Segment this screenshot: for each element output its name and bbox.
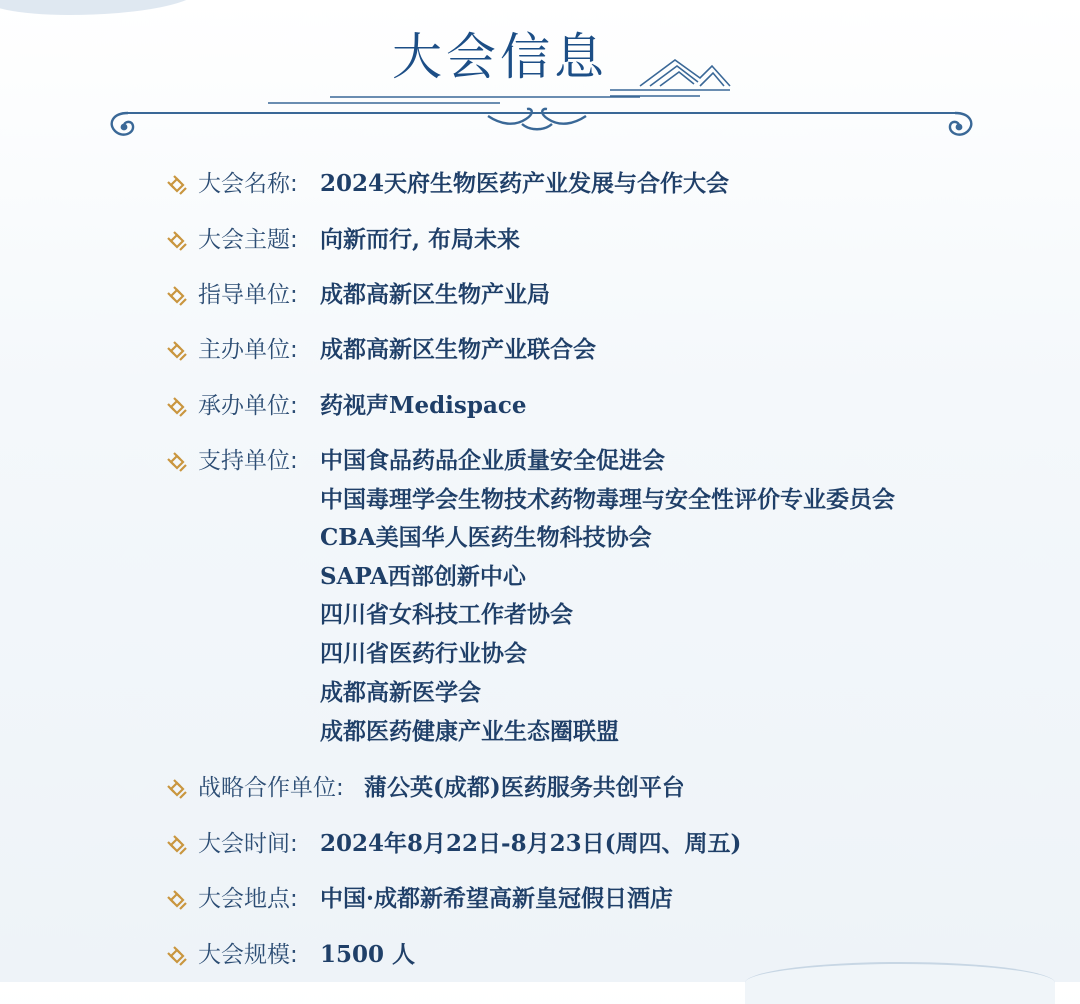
- item-label: 大会地点:: [198, 886, 298, 912]
- gold-knot-bullet-icon: [166, 174, 188, 196]
- page-title: 大会信息: [392, 28, 608, 86]
- gold-knot-bullet-icon: [166, 945, 188, 967]
- gold-knot-bullet-icon: [166, 451, 188, 473]
- support-unit-line: 中国毒理学会生物技术药物毒理与安全性评价专业委员会: [320, 486, 895, 513]
- gold-knot-bullet-icon: [166, 834, 188, 856]
- support-unit-line: 四川省医药行业协会: [320, 640, 527, 667]
- item-value: 2024年8月22日-8月23日(周四、周五): [320, 830, 742, 857]
- gold-knot-bullet-icon: [166, 396, 188, 418]
- item-value: 药视声Medispace: [320, 392, 527, 419]
- item-label: 指导单位:: [198, 282, 298, 308]
- item-value: 中国食品药品企业质量安全促进会: [320, 447, 665, 474]
- corner-decoration-bottom-right: [745, 962, 1055, 1004]
- item-value: 中国·成都新希望高新皇冠假日酒店: [320, 885, 674, 912]
- item-label: 支持单位:: [198, 448, 298, 474]
- item-label: 主办单位:: [198, 337, 298, 363]
- item-value: 成都高新区生物产业联合会: [320, 336, 596, 363]
- item-value: 2024天府生物医药产业发展与合作大会: [320, 170, 730, 197]
- item-label: 大会时间:: [198, 831, 298, 857]
- item-label: 战略合作单位:: [198, 775, 344, 801]
- item-value: 1500 人: [320, 941, 416, 968]
- item-value: 蒲公英(成都)医药服务共创平台: [364, 774, 685, 801]
- item-label: 大会规模:: [198, 942, 298, 968]
- gold-knot-bullet-icon: [166, 889, 188, 911]
- support-unit-line: 四川省女科技工作者协会: [320, 601, 573, 628]
- item-label: 大会主题:: [198, 227, 298, 253]
- support-unit-line: 成都医药健康产业生态圈联盟: [320, 718, 619, 745]
- gold-knot-bullet-icon: [166, 778, 188, 800]
- support-unit-line: SAPA西部创新中心: [320, 563, 526, 590]
- support-unit-line: CBA美国华人医药生物科技协会: [320, 524, 652, 551]
- item-label: 承办单位:: [198, 393, 298, 419]
- gold-knot-bullet-icon: [166, 340, 188, 362]
- gold-knot-bullet-icon: [166, 230, 188, 252]
- support-unit-line: 成都高新医学会: [320, 679, 481, 706]
- item-value: 成都高新区生物产业局: [320, 281, 550, 308]
- gold-knot-bullet-icon: [166, 285, 188, 307]
- item-value: 向新而行, 布局未来: [320, 226, 521, 253]
- item-label: 大会名称:: [198, 171, 298, 197]
